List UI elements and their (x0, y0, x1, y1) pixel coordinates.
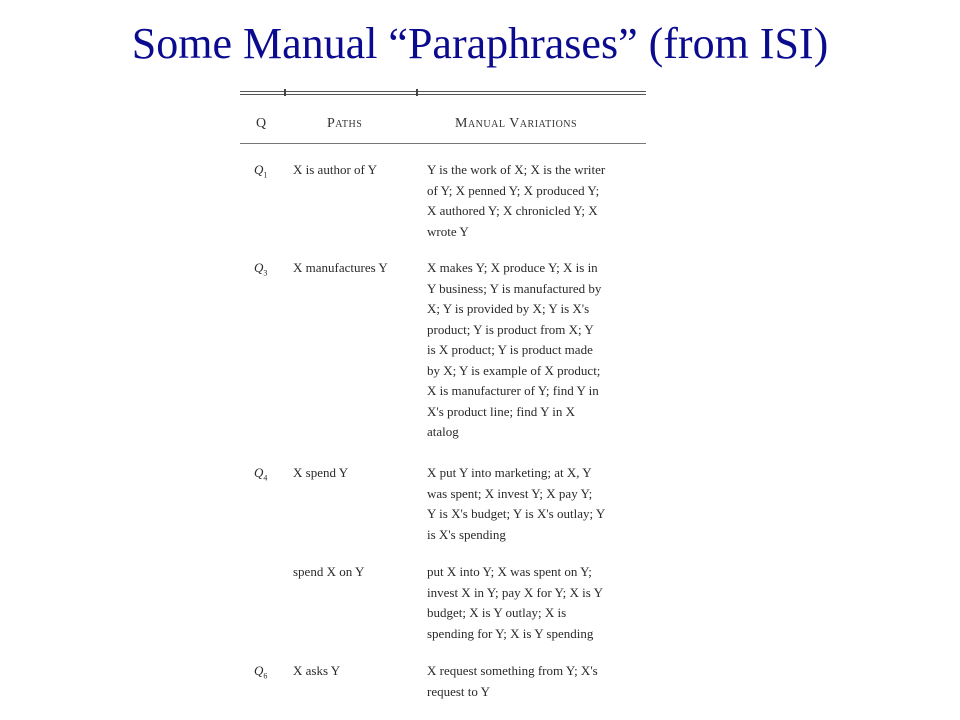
row-spend-on-path: spend X on Y (293, 564, 365, 579)
variation-line: X request something from Y; X's (427, 663, 598, 678)
variation-line: is X's spending (427, 526, 506, 542)
variation-line: X; Y is provided by X; Y is X's (427, 301, 590, 316)
variation-line: Y is the work of X; X is the writer (427, 162, 606, 177)
paraphrase-table (240, 90, 646, 712)
row-q6-variations (427, 661, 645, 702)
variation-line: request to Y (427, 683, 491, 699)
variation-line: X authored Y; X chronicled Y; X (427, 203, 598, 218)
row-q3-variations (427, 258, 645, 443)
variation-line: X's product line; find Y in X (427, 403, 575, 419)
variation-line: Y is X's budget; Y is X's outlay; Y (427, 506, 606, 521)
row-q6-id: $Q_6$ (254, 663, 268, 681)
row-q3-id: $Q_3$ (254, 260, 268, 278)
variation-line: was spent; X invest Y; X pay Y; (427, 485, 593, 501)
row-q4-variations (427, 463, 645, 545)
variation-line: wrote Y (427, 223, 469, 239)
header-q: Q (256, 116, 267, 131)
variation-line: invest X in Y; pay X for Y; X is Y (427, 584, 603, 600)
variation-line: product; Y is product from X; Y (427, 321, 594, 337)
slide-title: Some Manual “Paraphrases” (from ISI) (131, 19, 829, 68)
header-rule (240, 143, 646, 144)
variation-line: is X product; Y is product made (427, 342, 593, 357)
row-q1-id: $Q_1$ (254, 162, 268, 180)
variation-line: X makes Y; X produce Y; X is in (427, 260, 598, 275)
table-top-rule (240, 91, 646, 95)
variation-line: X put Y into marketing; at X, Y (427, 465, 592, 480)
rule-tick (416, 89, 418, 96)
variation-line: by X; Y is example of X product; (427, 362, 601, 378)
row-q1-variations (427, 160, 645, 242)
row-q6-path: X asks Y (293, 663, 341, 678)
header-paths: Paths (327, 116, 363, 131)
rule-tick (284, 89, 286, 96)
row-q4-id: $Q_4$ (254, 465, 268, 483)
variation-line: X is manufacturer of Y; find Y in (427, 383, 599, 398)
variation-line: of Y; X penned Y; X produced Y; (427, 182, 600, 198)
variation-line: spending for Y; X is Y spending (427, 625, 594, 641)
row-q1-path: X is author of Y (293, 162, 378, 177)
row-q3-path: X manufactures Y (293, 260, 388, 275)
row-spend-on-variations (427, 562, 645, 644)
variation-line: put X into Y; X was spent on Y; (427, 564, 592, 579)
variation-line: Y business; Y is manufactured by (427, 280, 602, 296)
variation-line: atalog (427, 424, 459, 439)
row-q4-path: X spend Y (293, 465, 349, 480)
header-manual-variations: Manual Variations (455, 116, 578, 131)
variation-line: budget; X is Y outlay; X is (427, 605, 567, 620)
